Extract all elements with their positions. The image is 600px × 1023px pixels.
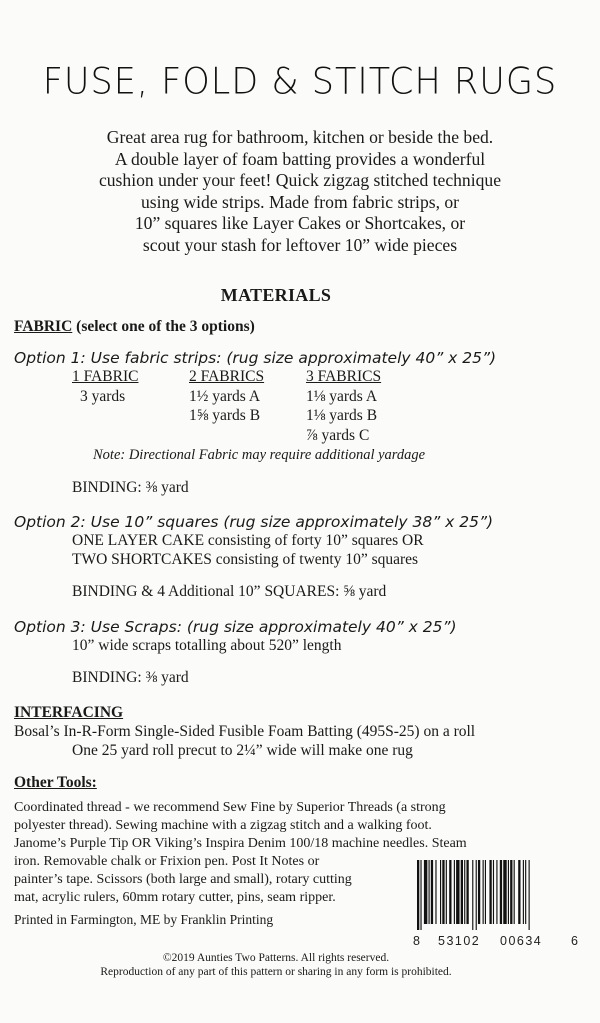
col2-row: 1⅝ yards B <box>189 407 261 424</box>
col3-row: 1⅛ yards A <box>306 388 378 405</box>
intro-line: 10” squares like Layer Cakes or Shortcakes, or <box>134 213 466 233</box>
barcode-bar <box>510 860 512 924</box>
barcode-bar <box>431 860 433 924</box>
option2-heading: Option 2: Use 10” squares (rug size approximately 38” x 25”) <box>14 513 494 531</box>
barcode-bar <box>472 860 473 930</box>
fabric-heading <box>14 318 255 336</box>
option2-line: ONE LAYER CAKE consisting of forty 10” squares OR <box>72 532 424 549</box>
copyright-line: Reproduction of any part of this pattern or sharing in any form is prohibited. <box>100 966 452 978</box>
barcode-bar <box>440 860 441 924</box>
tools-line: polyester thread). Sewing machine with a zigzag stitch and a walking foot. <box>14 818 432 833</box>
barcode-bar <box>503 860 506 924</box>
barcode-digit-left: 8 <box>413 934 420 948</box>
materials-heading: MATERIALS <box>220 285 332 305</box>
barcode-bar <box>485 860 486 924</box>
fabric-note: (select one of the 3 options) <box>76 318 255 335</box>
intro-line: cushion under your feet! Quick zigzag stitched technique <box>98 170 502 190</box>
barcode-bar <box>489 860 491 924</box>
col3-row: ⅞ yards C <box>306 427 370 444</box>
copyright-line: ©2019 Aunties Two Patterns. All rights reserved. <box>162 952 390 964</box>
barcode-bar <box>456 860 459 924</box>
barcode-bar <box>518 860 520 924</box>
fabric-label: FABRIC <box>14 318 73 335</box>
barcode-bar <box>478 860 480 924</box>
tools-line: Coordinated thread - we recommend Sew Fine by Superior Threads (a strong <box>14 800 446 815</box>
option3-binding: BINDING: ⅜ yard <box>72 669 189 686</box>
printed-by: Printed in Farmington, ME by Franklin Printing <box>14 912 274 927</box>
barcode-digits-1: 53102 <box>438 934 481 948</box>
barcode-bar <box>449 860 451 924</box>
barcode-bar <box>420 860 421 930</box>
tools-line: painter’s tape. Scissors (both large and small), rotary cutting <box>14 872 352 887</box>
option1-heading: Option 1: Use fabric strips: (rug size approximately 40” x 25”) <box>14 349 497 367</box>
barcode-bar <box>417 860 419 930</box>
tools-line: mat, acrylic rulers, 60mm rotary cutter, pins, seam ripper. <box>14 890 336 905</box>
barcode-bar <box>523 860 524 924</box>
option3-line: 10” wide scraps totalling about 520” length <box>72 637 342 654</box>
option1-binding: BINDING: ⅜ yard <box>72 479 189 496</box>
col2-row: 1½ yards A <box>189 388 261 405</box>
barcode-bar <box>500 860 502 924</box>
barcode-image <box>413 860 581 930</box>
barcode-digits-2: 00634 <box>500 934 543 948</box>
barcode-bar <box>508 860 509 924</box>
col1-row: 3 yards <box>80 388 126 405</box>
barcode-bar <box>429 860 430 924</box>
tools-heading: Other Tools: <box>14 774 97 791</box>
directional-note: Note: Directional Fabric may require additional yardage <box>93 447 426 463</box>
col3-header: 3 FABRICS <box>306 368 382 385</box>
col3-row: 1⅛ yards B <box>306 407 378 424</box>
interfacing-heading: INTERFACING <box>14 704 124 721</box>
barcode-bar <box>424 860 427 924</box>
barcode-bar <box>529 860 530 930</box>
option3-heading: Option 3: Use Scraps: (rug size approximately 40” x 25”) <box>14 618 457 636</box>
tools-line: Janome’s Purple Tip OR Viking’s Inspira Denim 100/18 machine needles. Steam <box>14 836 467 851</box>
barcode-bar <box>496 860 497 924</box>
option2-binding: BINDING & 4 Additional 10” SQUARES: ⅝ yard <box>72 583 387 600</box>
barcode-bar <box>442 860 444 924</box>
tools-line: iron. Removable chalk or Frixion pen. Post It Notes or <box>14 854 320 869</box>
intro-line: A double layer of foam batting provides a wonderful <box>114 148 486 169</box>
barcode-bar <box>464 860 465 924</box>
barcode-bar <box>454 860 455 924</box>
interfacing-line: Bosal’s In-R-Form Single-Sided Fusible Foam Batting (495S-25) on a roll <box>14 723 476 740</box>
barcode-bar <box>446 860 447 924</box>
barcode-bar <box>466 860 468 924</box>
intro-line: Great area rug for bathroom, kitchen or beside the bed. <box>106 127 494 147</box>
barcode-bar <box>525 860 526 924</box>
option2-line: TWO SHORTCAKES consisting of twenty 10” squares <box>72 551 419 568</box>
barcode-bar <box>435 860 436 924</box>
barcode-bar <box>493 860 494 924</box>
barcode-bar <box>476 860 477 930</box>
intro-line: using wide strips. Made from fabric strips, or <box>140 191 460 212</box>
page-title: FUSE, FOLD & STITCH RUGS <box>42 61 558 103</box>
interfacing-line: One 25 yard roll precut to 2¼” wide will make one rug <box>72 742 413 759</box>
barcode-bar <box>514 860 515 924</box>
intro-line: scout your stash for leftover 10” wide pieces <box>142 234 458 255</box>
barcode-bar <box>483 860 484 924</box>
col1-header: 1 FABRIC <box>72 368 139 385</box>
barcode-digit-right: 6 <box>571 934 578 948</box>
col2-header: 2 FABRICS <box>189 368 265 385</box>
intro-paragraph <box>0 127 600 256</box>
barcode-bar <box>461 860 463 924</box>
